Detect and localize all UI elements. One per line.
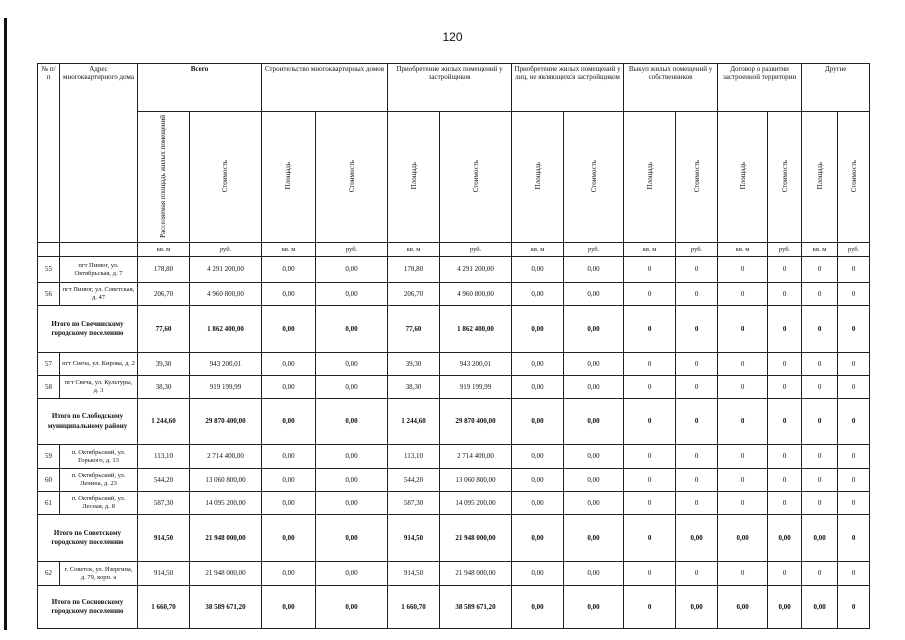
table-row	[38, 469, 870, 492]
value-cell: 0	[838, 283, 870, 306]
header-group-construction: Строительство многоквартирных домов	[262, 64, 388, 112]
value-cell: 0,00	[512, 353, 564, 376]
value-cell: 1 660,70	[388, 586, 440, 629]
value-cell: 0	[768, 376, 802, 399]
value-cell: 0	[802, 283, 838, 306]
value-cell: 0,00	[676, 515, 718, 562]
value-cell: 0	[802, 376, 838, 399]
unit-cell: кв. м	[262, 243, 316, 257]
value-cell: 0	[624, 283, 676, 306]
value-cell: 0,00	[316, 469, 388, 492]
header-subcolumn	[262, 112, 316, 243]
header-subcolumn	[768, 112, 802, 243]
header-subcolumn-label: Площадь	[533, 162, 542, 190]
value-cell: 14 095 200,00	[440, 492, 512, 515]
value-cell: 13 060 800,00	[190, 469, 262, 492]
value-cell: 0	[768, 469, 802, 492]
value-cell: 0	[838, 353, 870, 376]
value-cell: 0	[676, 306, 718, 353]
value-cell: 0	[802, 399, 838, 445]
page-left-border	[4, 18, 7, 630]
value-cell: 914,50	[138, 515, 190, 562]
header-subcolumn	[802, 112, 838, 243]
header-subcolumn-label: Стоимость	[347, 159, 356, 193]
value-cell: 0	[718, 376, 768, 399]
value-cell: 0,00	[262, 492, 316, 515]
value-cell: 0	[838, 469, 870, 492]
value-cell: 0	[624, 353, 676, 376]
value-cell: 0	[676, 376, 718, 399]
header-subcolumn-label: Расселяемая площадь жилых помещений	[159, 114, 168, 238]
value-cell: 0,00	[564, 586, 624, 629]
row-address: пгт Свеча, ул. Культуры, д. 3	[60, 376, 138, 399]
value-cell: 0,00	[512, 306, 564, 353]
subtotal-label: Итого по Сосновскому городскому поселению	[38, 586, 138, 629]
subtotal-row	[38, 399, 870, 445]
value-cell: 1 660,70	[138, 586, 190, 629]
value-cell: 914,50	[138, 562, 190, 586]
value-cell: 39,30	[388, 353, 440, 376]
value-cell: 1 862 400,00	[440, 306, 512, 353]
value-cell: 0,00	[676, 586, 718, 629]
value-cell: 0,00	[718, 515, 768, 562]
header-subcolumn	[190, 112, 262, 243]
value-cell: 21 948 000,00	[440, 562, 512, 586]
value-cell: 4 960 800,00	[440, 283, 512, 306]
value-cell: 0,00	[512, 492, 564, 515]
value-cell: 0,00	[512, 399, 564, 445]
value-cell: 0	[718, 399, 768, 445]
header-subcolumn	[564, 112, 624, 243]
unit-cell: руб.	[676, 243, 718, 257]
header-subcolumn	[512, 112, 564, 243]
value-cell: 544,20	[138, 469, 190, 492]
value-cell: 0	[838, 515, 870, 562]
row-number: 60	[38, 469, 60, 492]
value-cell: 0	[718, 469, 768, 492]
row-address: п. Октябрьский, ул. Лесная, д. 8	[60, 492, 138, 515]
header-group-other-purchase: Приобретение жилых помещений у лиц, не являющихся застройщиком	[512, 64, 624, 112]
header-subcolumn	[138, 112, 190, 243]
value-cell: 0	[624, 399, 676, 445]
value-cell: 178,80	[388, 257, 440, 283]
value-cell: 0	[624, 492, 676, 515]
value-cell: 0,00	[564, 399, 624, 445]
value-cell: 0,00	[316, 376, 388, 399]
header-subcolumn	[624, 112, 676, 243]
value-cell: 0	[624, 562, 676, 586]
value-cell: 0	[676, 353, 718, 376]
value-cell: 21 948 000,00	[190, 515, 262, 562]
unit-cell: руб.	[190, 243, 262, 257]
value-cell: 0,00	[564, 492, 624, 515]
unit-cell: руб.	[838, 243, 870, 257]
value-cell: 0	[768, 445, 802, 469]
header-row-subcolumns	[38, 112, 870, 243]
value-cell: 0,00	[512, 257, 564, 283]
value-cell: 0	[676, 469, 718, 492]
header-subcolumn-label: Площадь	[409, 162, 418, 190]
value-cell: 0	[624, 586, 676, 629]
value-cell: 0,00	[512, 562, 564, 586]
value-cell: 0,00	[262, 445, 316, 469]
value-cell: 0,00	[512, 586, 564, 629]
value-cell: 4 291 200,00	[190, 257, 262, 283]
value-cell: 0	[838, 562, 870, 586]
unit-cell: руб.	[440, 243, 512, 257]
value-cell: 0	[676, 492, 718, 515]
value-cell: 0	[802, 257, 838, 283]
value-cell: 943 200,01	[190, 353, 262, 376]
value-cell: 113,10	[388, 445, 440, 469]
value-cell: 0,00	[316, 562, 388, 586]
value-cell: 587,30	[388, 492, 440, 515]
value-cell: 0,00	[262, 469, 316, 492]
header-group-buyout: Выкуп жилых помещений у собственников	[624, 64, 718, 112]
header-subcolumn	[718, 112, 768, 243]
value-cell: 0	[718, 283, 768, 306]
value-cell: 0,00	[316, 257, 388, 283]
value-cell: 0,00	[564, 445, 624, 469]
value-cell: 2 714 400,00	[190, 445, 262, 469]
header-subcolumn	[440, 112, 512, 243]
row-address: пгт Пинюг, ул. Октябрьская, д. 7	[60, 257, 138, 283]
value-cell: 0	[624, 469, 676, 492]
header-subcolumn-label: Площадь	[645, 162, 654, 190]
value-cell: 0	[718, 445, 768, 469]
value-cell: 0,00	[316, 586, 388, 629]
value-cell: 914,50	[388, 562, 440, 586]
value-cell: 0,00	[802, 586, 838, 629]
row-address: г. Советск, ул. Изергина, д. 79, корп. а	[60, 562, 138, 586]
value-cell: 0	[802, 562, 838, 586]
row-number: 57	[38, 353, 60, 376]
value-cell: 0,00	[262, 399, 316, 445]
value-cell: 0,00	[564, 562, 624, 586]
value-cell: 0	[802, 306, 838, 353]
value-cell: 0	[768, 562, 802, 586]
header-group-developer-purchase: Приобретение жилых помещений у застройщиков	[388, 64, 512, 112]
header-row-units	[38, 243, 870, 257]
resettlement-table	[37, 63, 870, 629]
value-cell: 0,00	[512, 376, 564, 399]
value-cell: 113,10	[138, 445, 190, 469]
value-cell: 0	[624, 445, 676, 469]
unit-cell: кв. м	[138, 243, 190, 257]
value-cell: 0,00	[564, 283, 624, 306]
value-cell: 0	[802, 445, 838, 469]
table-row	[38, 445, 870, 469]
row-address: п. Октябрьский, ул. Ленина, д. 23	[60, 469, 138, 492]
row-address: п. Октябрьский, ул. Горького, д. 13	[60, 445, 138, 469]
value-cell: 0	[718, 562, 768, 586]
value-cell: 0	[768, 399, 802, 445]
table-row	[38, 283, 870, 306]
value-cell: 0,00	[262, 257, 316, 283]
header-row-groups	[38, 64, 870, 112]
value-cell: 0,00	[262, 562, 316, 586]
value-cell: 0	[718, 257, 768, 283]
value-cell: 77,60	[138, 306, 190, 353]
table-row	[38, 353, 870, 376]
value-cell: 0	[718, 492, 768, 515]
table-row	[38, 562, 870, 586]
value-cell: 0,00	[564, 469, 624, 492]
value-cell: 38,30	[138, 376, 190, 399]
header-group-other: Другие	[802, 64, 870, 112]
value-cell: 1 244,60	[388, 399, 440, 445]
value-cell: 29 870 400,00	[190, 399, 262, 445]
value-cell: 0,00	[262, 586, 316, 629]
value-cell: 0,00	[512, 283, 564, 306]
unit-cell: руб.	[564, 243, 624, 257]
subtotal-label: Итого по Свечинскому городскому поселению	[38, 306, 138, 353]
value-cell: 914,50	[388, 515, 440, 562]
value-cell: 21 948 000,00	[440, 515, 512, 562]
subtotal-label: Итого по Слободскому муниципальному району	[38, 399, 138, 445]
unit-cell: руб.	[768, 243, 802, 257]
unit-cell-empty	[38, 243, 60, 257]
value-cell: 0,00	[262, 376, 316, 399]
unit-cell-empty	[60, 243, 138, 257]
value-cell: 0	[838, 492, 870, 515]
value-cell: 0	[838, 306, 870, 353]
header-group-total: Всего	[138, 64, 262, 112]
value-cell: 0	[768, 306, 802, 353]
header-subcolumn-label: Площадь	[738, 162, 747, 190]
value-cell: 0,00	[564, 257, 624, 283]
row-number: 62	[38, 562, 60, 586]
unit-cell: кв. м	[718, 243, 768, 257]
value-cell: 0,00	[316, 306, 388, 353]
subtotal-row	[38, 306, 870, 353]
unit-cell: руб.	[316, 243, 388, 257]
value-cell: 0	[676, 445, 718, 469]
header-subcolumn-label: Стоимость	[692, 159, 701, 193]
unit-cell: кв. м	[802, 243, 838, 257]
table-row	[38, 257, 870, 283]
subtotal-row	[38, 586, 870, 629]
value-cell: 1 862 400,00	[190, 306, 262, 353]
value-cell: 0	[838, 586, 870, 629]
value-cell: 919 199,99	[440, 376, 512, 399]
header-subcolumn-label: Площадь	[284, 162, 293, 190]
header-subcolumn-label: Стоимость	[849, 159, 858, 193]
value-cell: 0,00	[564, 353, 624, 376]
header-subcolumn-label: Стоимость	[221, 159, 230, 193]
row-number: 56	[38, 283, 60, 306]
value-cell: 0	[838, 399, 870, 445]
value-cell: 38,30	[388, 376, 440, 399]
value-cell: 0	[768, 492, 802, 515]
row-number: 58	[38, 376, 60, 399]
value-cell: 0,00	[564, 376, 624, 399]
row-address: пгт Свеча, ул. Кирова, д. 2	[60, 353, 138, 376]
value-cell: 0,00	[262, 306, 316, 353]
header-subcolumn-label: Стоимость	[589, 159, 598, 193]
value-cell: 0,00	[512, 445, 564, 469]
value-cell: 0,00	[768, 586, 802, 629]
value-cell: 544,20	[388, 469, 440, 492]
row-address: пгт Пинюг, ул. Советская, д. 47	[60, 283, 138, 306]
value-cell: 943 200,01	[440, 353, 512, 376]
header-subcolumn-label: Площадь	[815, 162, 824, 190]
table-row	[38, 376, 870, 399]
value-cell: 0,00	[316, 399, 388, 445]
value-cell: 0	[838, 376, 870, 399]
unit-cell: кв. м	[512, 243, 564, 257]
row-number: 59	[38, 445, 60, 469]
header-subcolumn	[676, 112, 718, 243]
value-cell: 0,00	[316, 445, 388, 469]
header-subcolumn	[838, 112, 870, 243]
value-cell: 0,00	[512, 515, 564, 562]
header-subcolumn-label: Стоимость	[780, 159, 789, 193]
value-cell: 0,00	[316, 492, 388, 515]
header-num: № п/п	[38, 64, 60, 243]
value-cell: 2 714 400,00	[440, 445, 512, 469]
value-cell: 0,00	[564, 515, 624, 562]
value-cell: 0	[718, 306, 768, 353]
value-cell: 0,00	[316, 353, 388, 376]
value-cell: 919 199,99	[190, 376, 262, 399]
value-cell: 587,30	[138, 492, 190, 515]
value-cell: 38 589 671,20	[440, 586, 512, 629]
value-cell: 0	[718, 353, 768, 376]
table-row	[38, 492, 870, 515]
value-cell: 14 095 200,00	[190, 492, 262, 515]
value-cell: 0	[802, 353, 838, 376]
value-cell: 0,00	[316, 283, 388, 306]
value-cell: 0	[768, 353, 802, 376]
value-cell: 0	[624, 257, 676, 283]
value-cell: 0	[802, 492, 838, 515]
row-number: 55	[38, 257, 60, 283]
value-cell: 0,00	[262, 515, 316, 562]
row-number: 61	[38, 492, 60, 515]
value-cell: 0,00	[768, 515, 802, 562]
value-cell: 38 589 671,20	[190, 586, 262, 629]
header-subcolumn	[316, 112, 388, 243]
value-cell: 0	[768, 257, 802, 283]
header-subcolumn	[388, 112, 440, 243]
value-cell: 39,30	[138, 353, 190, 376]
value-cell: 0	[676, 399, 718, 445]
value-cell: 13 060 800,00	[440, 469, 512, 492]
value-cell: 0	[676, 283, 718, 306]
value-cell: 0	[838, 257, 870, 283]
value-cell: 0	[768, 283, 802, 306]
unit-cell: кв. м	[624, 243, 676, 257]
value-cell: 0	[676, 257, 718, 283]
value-cell: 206,70	[138, 283, 190, 306]
value-cell: 0,00	[718, 586, 768, 629]
value-cell: 1 244,60	[138, 399, 190, 445]
value-cell: 29 870 400,00	[440, 399, 512, 445]
subtotal-row	[38, 515, 870, 562]
unit-cell: кв. м	[388, 243, 440, 257]
value-cell: 0,00	[262, 283, 316, 306]
value-cell: 0,00	[262, 353, 316, 376]
resettlement-table-sheet	[37, 63, 869, 615]
value-cell: 21 948 000,00	[190, 562, 262, 586]
value-cell: 206,70	[388, 283, 440, 306]
value-cell: 178,80	[138, 257, 190, 283]
value-cell: 4 960 800,00	[190, 283, 262, 306]
value-cell: 0	[624, 376, 676, 399]
value-cell: 0	[676, 562, 718, 586]
value-cell: 0,00	[512, 469, 564, 492]
header-group-development-agreement: Договор о развитии застроенной территории	[718, 64, 802, 112]
header-subcolumn-label: Стоимость	[471, 159, 480, 193]
header-address: Адрес многоквартирного дома	[60, 64, 138, 243]
page-number: 120	[442, 30, 463, 44]
subtotal-label: Итого по Советскому городскому поселению	[38, 515, 138, 562]
value-cell: 0	[838, 445, 870, 469]
value-cell: 0,00	[802, 515, 838, 562]
value-cell: 0,00	[316, 515, 388, 562]
value-cell: 0	[624, 515, 676, 562]
value-cell: 0	[624, 306, 676, 353]
value-cell: 4 291 200,00	[440, 257, 512, 283]
value-cell: 77,60	[388, 306, 440, 353]
value-cell: 0	[802, 469, 838, 492]
value-cell: 0,00	[564, 306, 624, 353]
